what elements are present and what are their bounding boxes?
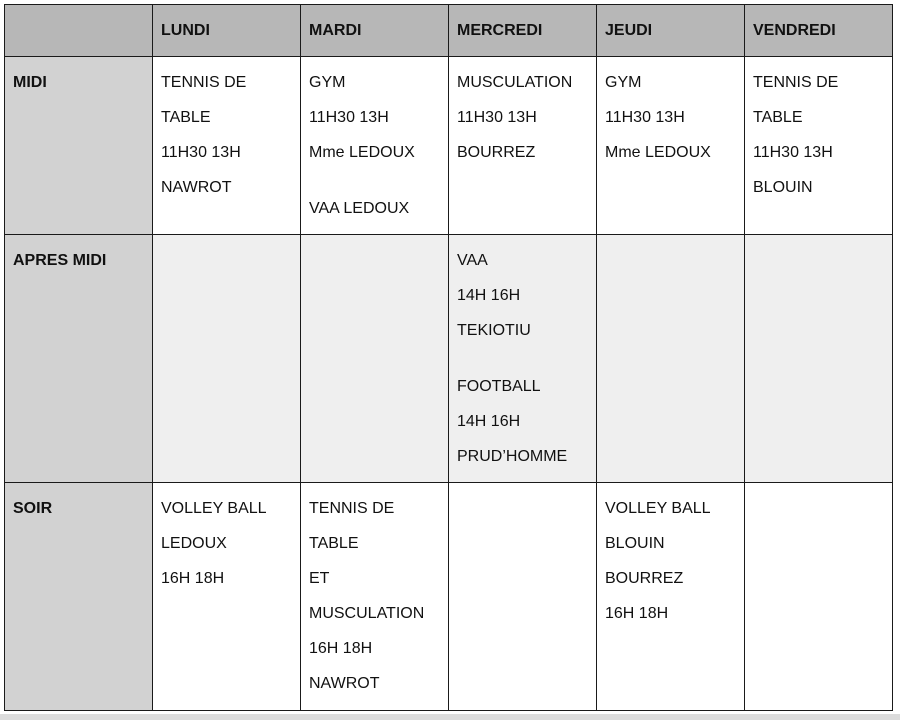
cell-midi-jeudi xyxy=(597,57,745,235)
cell-text-line: Mme LEDOUX xyxy=(605,144,711,161)
row-label-midi: MIDI xyxy=(5,57,153,235)
cell-text-line: BLOUIN xyxy=(605,535,665,552)
cell-text-line: 11H30 13H xyxy=(753,144,833,161)
cell-midi-mercredi xyxy=(449,57,597,235)
cell-apres-midi-mercredi xyxy=(449,235,597,483)
cell-text-line: BOURREZ xyxy=(457,144,536,161)
cell-text-line: BLOUIN xyxy=(753,179,813,196)
cell-text-line: TENNIS DE xyxy=(309,500,395,517)
cell-text-line: 14H 16H xyxy=(457,287,521,304)
cell-text-line: MUSCULATION xyxy=(309,605,425,622)
cell-text-line: 16H 18H xyxy=(605,605,669,622)
header-lundi: LUNDI xyxy=(153,5,301,57)
cell-apres-midi-mardi xyxy=(301,235,449,483)
cell-text-line: TEKIOTIU xyxy=(457,322,531,339)
cell-soir-lundi xyxy=(153,483,301,711)
cell-text-line: VOLLEY BALL xyxy=(161,500,267,517)
cell-midi-mardi xyxy=(301,57,449,235)
row-soir xyxy=(5,483,893,711)
header-mercredi: MERCREDI xyxy=(449,5,597,57)
cell-text-line: BOURREZ xyxy=(605,570,684,587)
cell-text-line: VAA xyxy=(457,252,488,269)
cell-text-line: TENNIS DE xyxy=(161,74,247,91)
cell-text-line: GYM xyxy=(309,74,346,91)
cell-soir-jeudi xyxy=(597,483,745,711)
cell-apres-midi-vendredi xyxy=(745,235,893,483)
row-midi xyxy=(5,57,893,235)
cell-soir-mardi xyxy=(301,483,449,711)
cell-text-line: TABLE xyxy=(161,109,211,126)
cell-text-line: 11H30 13H xyxy=(161,144,241,161)
cell-soir-mercredi xyxy=(449,483,597,711)
cell-apres-midi-jeudi xyxy=(597,235,745,483)
cell-soir-vendredi xyxy=(745,483,893,711)
cell-midi-vendredi xyxy=(745,57,893,235)
block-spacer xyxy=(309,178,448,199)
cell-text-line: PRUD’HOMME xyxy=(457,448,568,465)
bottom-shadow-strip xyxy=(0,714,900,720)
cell-text-line: Mme LEDOUX xyxy=(309,144,415,161)
cell-text-line: TABLE xyxy=(753,109,803,126)
cell-text-line: VOLLEY BALL xyxy=(605,500,711,517)
cell-text-line: LEDOUX xyxy=(161,535,227,552)
cell-text-line: NAWROT xyxy=(309,675,380,692)
cell-text-line: TENNIS DE xyxy=(753,74,839,91)
cell-text-line: 11H30 13H xyxy=(457,109,537,126)
schedule-table xyxy=(4,4,893,711)
header-vendredi: VENDREDI xyxy=(745,5,893,57)
cell-midi-lundi xyxy=(153,57,301,235)
row-label-soir: SOIR xyxy=(5,483,153,711)
header-corner-cell xyxy=(5,5,153,57)
cell-text-line: 16H 18H xyxy=(309,640,373,657)
header-jeudi: JEUDI xyxy=(597,5,745,57)
cell-text-line: ET xyxy=(309,570,330,587)
cell-apres-midi-lundi xyxy=(153,235,301,483)
cell-text-line: MUSCULATION xyxy=(457,74,573,91)
cell-text-line: 14H 16H xyxy=(457,413,521,430)
cell-text-line: 16H 18H xyxy=(161,570,225,587)
header-row xyxy=(5,5,893,57)
block-spacer xyxy=(457,356,596,377)
cell-text-line: NAWROT xyxy=(161,179,232,196)
cell-text-line: 11H30 13H xyxy=(605,109,685,126)
cell-text-line: FOOTBALL xyxy=(457,378,541,395)
row-apres-midi xyxy=(5,235,893,483)
cell-text-line: GYM xyxy=(605,74,642,91)
row-label-apres-midi: APRES MIDI xyxy=(5,235,153,483)
cell-text-line: VAA LEDOUX xyxy=(309,200,410,217)
header-mardi: MARDI xyxy=(301,5,449,57)
cell-text-line: TABLE xyxy=(309,535,359,552)
cell-text-line: 11H30 13H xyxy=(309,109,389,126)
